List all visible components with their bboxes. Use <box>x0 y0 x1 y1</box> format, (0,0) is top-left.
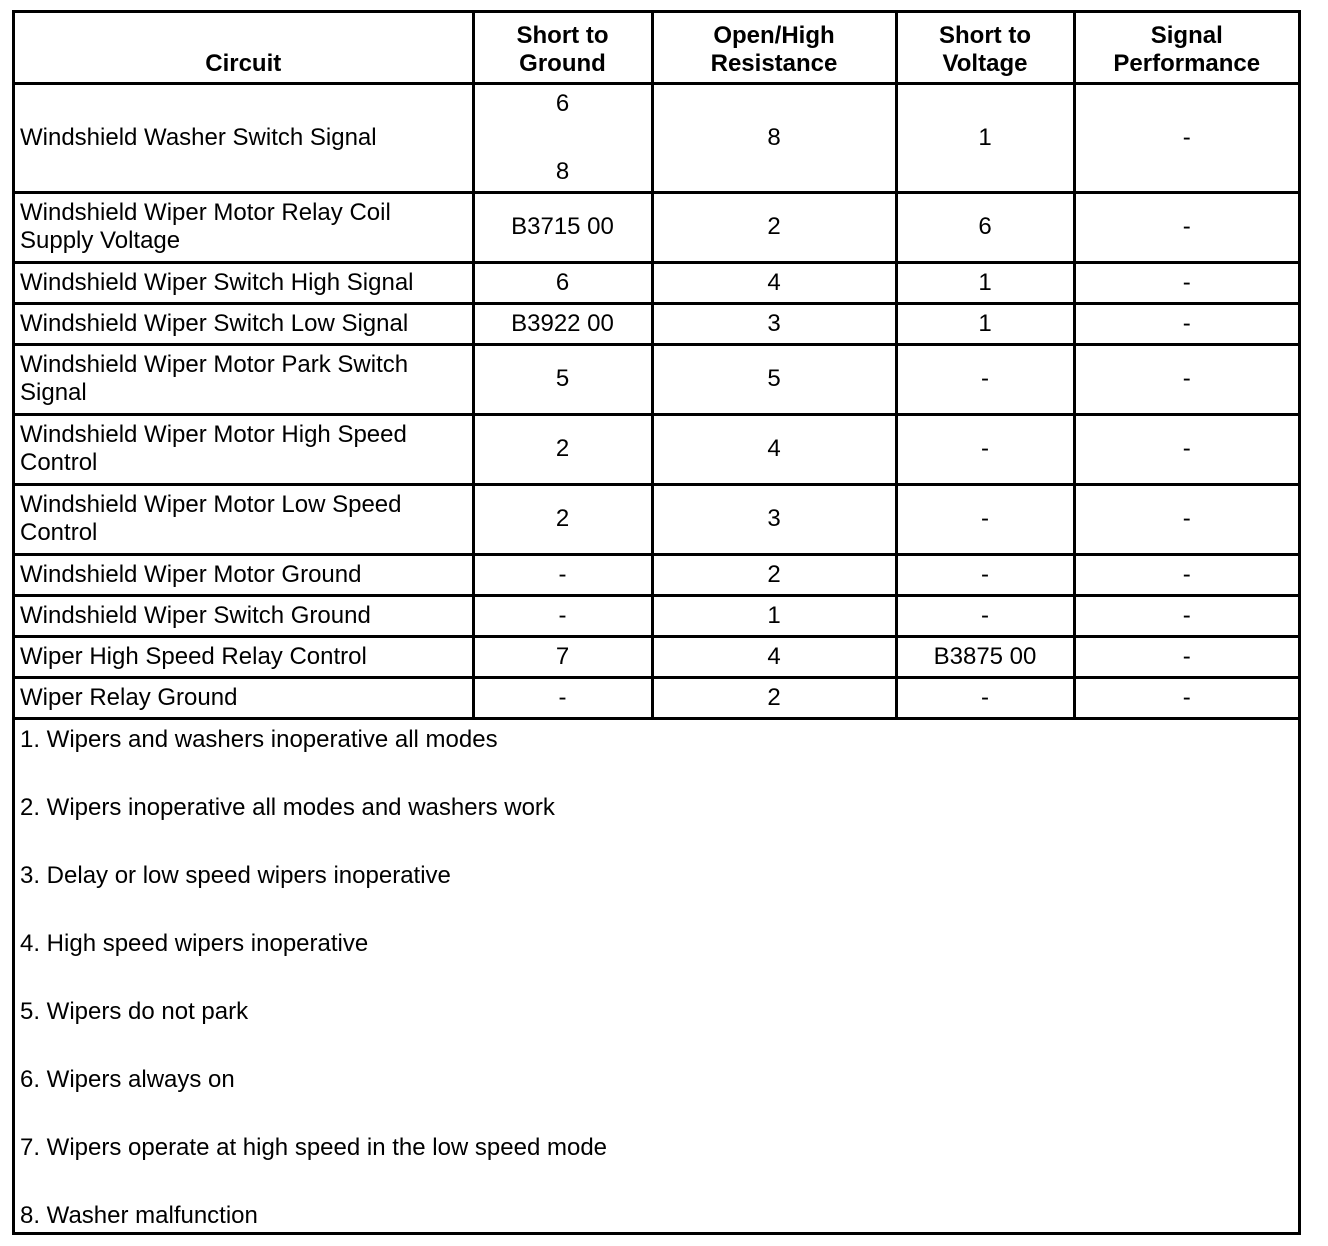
open-high-resistance-cell: 1 <box>652 595 896 636</box>
header-open-high-line2: Resistance <box>710 49 838 77</box>
header-signal-performance-line1: Signal <box>1150 21 1223 49</box>
short-to-ground-cell: 6 <box>473 262 652 303</box>
signal-performance-cell: - <box>1074 595 1298 636</box>
table-row <box>15 344 1298 414</box>
signal-performance-cell: - <box>1074 484 1298 554</box>
circuit-name-cell: Windshield Wiper Motor Relay Coil Supply Voltage <box>15 192 473 262</box>
circuit-name-cell: Windshield Wiper Motor High Speed Control <box>15 414 473 484</box>
open-high-resistance-cell: 3 <box>652 484 896 554</box>
circuit-name-cell: Windshield Wiper Motor Park Switch Signal <box>15 344 473 414</box>
header-short-to-voltage-line2: Voltage <box>942 49 1028 77</box>
header-open-high-resistance <box>652 13 896 83</box>
circuit-diagnostic-table <box>15 13 1298 1230</box>
diagnostic-table-frame <box>12 10 1301 1235</box>
signal-performance-cell: - <box>1074 677 1298 718</box>
short-to-voltage-cell: 1 <box>896 83 1074 192</box>
open-high-resistance-cell: 4 <box>652 262 896 303</box>
open-high-resistance-cell: 2 <box>652 192 896 262</box>
notes-cell <box>15 718 1298 1230</box>
short-to-ground-cell: B3715 00 <box>473 192 652 262</box>
header-signal-performance-line2: Performance <box>1113 49 1261 77</box>
signal-performance-cell: - <box>1074 262 1298 303</box>
short-to-voltage-cell: - <box>896 677 1074 718</box>
short-to-ground-cell: 5 <box>473 344 652 414</box>
symptom-note: 1. Wipers and washers inoperative all modes <box>20 725 498 753</box>
open-high-resistance-cell: 3 <box>652 303 896 344</box>
short-to-voltage-cell: 1 <box>896 303 1074 344</box>
header-signal-performance <box>1074 13 1298 83</box>
notes-row <box>15 718 1298 1230</box>
short-to-ground-cell: - <box>473 595 652 636</box>
signal-performance-cell: - <box>1074 83 1298 192</box>
header-circuit <box>15 13 473 83</box>
short-to-voltage-cell: B3875 00 <box>896 636 1074 677</box>
circuit-name-cell: Windshield Wiper Motor Ground <box>15 554 473 595</box>
short-to-voltage-cell: 1 <box>896 262 1074 303</box>
symptom-note: 4. High speed wipers inoperative <box>20 929 369 957</box>
symptom-note: 2. Wipers inoperative all modes and washers work <box>20 793 555 821</box>
circuit-name-cell: Windshield Wiper Switch Ground <box>15 595 473 636</box>
symptom-note: 8. Washer malfunction <box>20 1201 258 1229</box>
table-row <box>15 83 1298 192</box>
short-to-ground-cell: B3922 00 <box>473 303 652 344</box>
circuit-name-cell: Windshield Washer Switch Signal <box>15 83 473 192</box>
short-to-ground-cell: - <box>473 554 652 595</box>
short-to-ground-cell <box>473 83 652 192</box>
table-row <box>15 554 1298 595</box>
open-high-resistance-cell: 8 <box>652 83 896 192</box>
symptom-notes-list <box>15 720 1298 1230</box>
header-short-to-ground <box>473 13 652 83</box>
signal-performance-cell: - <box>1074 192 1298 262</box>
open-high-resistance-cell: 4 <box>652 414 896 484</box>
symptom-note: 7. Wipers operate at high speed in the low speed mode <box>20 1133 608 1161</box>
circuit-name-cell: Wiper Relay Ground <box>15 677 473 718</box>
header-open-high-line1: Open/High <box>713 21 835 49</box>
table-row <box>15 192 1298 262</box>
short-to-voltage-cell: - <box>896 414 1074 484</box>
signal-performance-cell: - <box>1074 414 1298 484</box>
open-high-resistance-cell: 2 <box>652 554 896 595</box>
open-high-resistance-cell: 5 <box>652 344 896 414</box>
short-to-ground-cell: 7 <box>473 636 652 677</box>
header-short-to-voltage <box>896 13 1074 83</box>
short-to-ground-cell: - <box>473 677 652 718</box>
circuit-name-cell: Wiper High Speed Relay Control <box>15 636 473 677</box>
table-row <box>15 262 1298 303</box>
symptom-note: 3. Delay or low speed wipers inoperative <box>20 861 451 889</box>
short-to-voltage-cell: - <box>896 595 1074 636</box>
open-high-resistance-cell: 4 <box>652 636 896 677</box>
header-row <box>15 13 1298 83</box>
signal-performance-cell: - <box>1074 303 1298 344</box>
header-circuit-text: Circuit <box>205 49 282 77</box>
signal-performance-cell: - <box>1074 344 1298 414</box>
short-to-ground-cell: 2 <box>473 484 652 554</box>
table-row <box>15 636 1298 677</box>
short-to-voltage-cell: 6 <box>896 192 1074 262</box>
short-to-voltage-cell: - <box>896 554 1074 595</box>
table-row <box>15 303 1298 344</box>
short-to-voltage-cell: - <box>896 344 1074 414</box>
short-to-ground-cell: 2 <box>473 414 652 484</box>
short-to-ground-value: 8 <box>555 157 570 185</box>
circuit-name-cell: Windshield Wiper Switch High Signal <box>15 262 473 303</box>
circuit-name-cell: Windshield Wiper Switch Low Signal <box>15 303 473 344</box>
header-short-to-ground-line1: Short to <box>516 21 609 49</box>
signal-performance-cell: - <box>1074 554 1298 595</box>
symptom-note: 6. Wipers always on <box>20 1065 235 1093</box>
short-to-voltage-cell: - <box>896 484 1074 554</box>
table-row <box>15 414 1298 484</box>
short-to-ground-value: 6 <box>555 89 570 117</box>
table-row <box>15 677 1298 718</box>
header-short-to-ground-line2: Ground <box>519 49 606 77</box>
open-high-resistance-cell: 2 <box>652 677 896 718</box>
signal-performance-cell: - <box>1074 636 1298 677</box>
circuit-name-cell: Windshield Wiper Motor Low Speed Control <box>15 484 473 554</box>
header-short-to-voltage-line1: Short to <box>939 21 1031 49</box>
table-row <box>15 595 1298 636</box>
symptom-note: 5. Wipers do not park <box>20 997 249 1025</box>
table-row <box>15 484 1298 554</box>
